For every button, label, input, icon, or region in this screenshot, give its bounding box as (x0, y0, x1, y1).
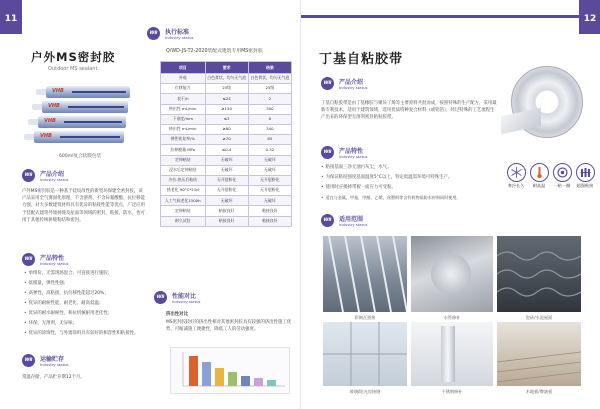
right-page (300, 0, 600, 409)
chart-bar (254, 378, 263, 386)
feature-item: • 为保证粘结强度基面温度5°C以上，特定低温需环境可特殊生产。 (321, 174, 452, 181)
feature-item: • 低模量，弹性性强； (24, 280, 68, 287)
spec-cell: 无破坏 (248, 196, 291, 206)
chart-bar (267, 380, 276, 386)
spec-cell: 粘接良好 (205, 206, 248, 216)
photo-caption: 彩钢瓦搭接 (354, 315, 376, 320)
table-row (161, 94, 292, 104)
intro-badge: W8 (22, 169, 35, 182)
tube-4: VHB (34, 131, 124, 143)
feature-item: • 粘接基面三净无油污灰尘，水气。 (321, 164, 391, 171)
bar-chart-graphic (171, 348, 289, 393)
spec-cell: 无破坏 (205, 196, 248, 206)
standard-title: 执行标准 (165, 29, 190, 36)
snowflake-icon (507, 163, 526, 182)
spec-header: 项目 (161, 62, 206, 74)
icon-label: 耐高温 (532, 183, 546, 188)
spec-cell: ≥80 (205, 124, 248, 134)
contrast-chart (170, 347, 290, 394)
table-row (161, 114, 292, 124)
top-accent-bar (301, 15, 579, 18)
spec-cell: 耐久试验 (161, 216, 206, 226)
photo-water-pipe (411, 236, 493, 312)
applications-title: 适用范围 (339, 216, 364, 223)
page-number-left: 11 (0, 0, 22, 34)
spec-cell: 定伸粘结 (161, 155, 206, 165)
photo-wood-floor (497, 322, 581, 386)
table-row (161, 104, 292, 114)
feature-item: • 优异的涂饰性，与外墙涂料具有较好的相容性和粘接性。 (24, 330, 138, 337)
spec-header: 要求 (205, 62, 248, 74)
chart-bar (215, 368, 224, 386)
image-caption: 600ml复合软膜包装 (58, 154, 102, 159)
spec-cell: 2 (248, 94, 291, 104)
tube-2: VHB (42, 101, 128, 113)
feature-item: • 高弹性，高粘接，抗位移性能超过20%； (24, 290, 109, 297)
feature-item: • 使用时应揭掉带板一面应力可受粘。 (321, 184, 396, 191)
spec-cell: 下垂度/mm (161, 114, 206, 124)
spec-cell: 拉伸模量 MPa (161, 145, 206, 155)
contrast-label: 挤出性对比 (166, 312, 188, 317)
spec-cell: 挤出性 mL/min (161, 124, 206, 134)
table-row (161, 175, 292, 185)
standard-name: Q/WD-JS-T2-2020装配式建筑专用MS密封胶 (166, 49, 263, 54)
storage-title: 运输贮存 (40, 356, 65, 363)
spec-cell: 无开裂粉化 (205, 175, 248, 185)
contrast-body: MS密封胶较好的挤出性相对其他密封胶具有较强的挤出性施工优势，可缩减施工便捷性，降低工人的劳动强度。 (166, 320, 292, 333)
spec-cell: ≤24 (205, 94, 248, 104)
table-row (161, 165, 292, 175)
spec-header: 结果 (248, 62, 291, 74)
feature-item: • 环保，无溶剂，无异味； (24, 320, 77, 327)
thermometer-icon (530, 163, 549, 182)
storage-badge: W8 (22, 354, 35, 367)
fence-icon (576, 163, 595, 182)
tube-3: VHB (38, 116, 126, 128)
feature-item: • 优异的耐水耐候性，和抗机械耐用老化性； (24, 310, 112, 317)
spec-cell: 粘接良好 (205, 216, 248, 226)
icon-label: 寒冷长久 (507, 183, 525, 188)
intro-title: 产品介绍 (40, 171, 65, 178)
spec-table (160, 61, 292, 227)
spec-cell: 白色膏状，均匀无气泡 (205, 74, 248, 84)
photo-caption: 水管修补 (443, 315, 461, 320)
standard-subtitle: Industry status (165, 35, 194, 40)
photo-caption: 瓷砖/水泥屋面 (525, 315, 553, 320)
product-subtitle: Outdoor MS sealant (48, 66, 98, 72)
table-row (161, 84, 292, 94)
photo-caption: 玻璃/阳光房接缝 (349, 389, 381, 394)
product-title: 户外MS密封胶 (31, 50, 116, 64)
spec-cell: 300 (248, 104, 291, 114)
spec-cell: 挤出性 mL/min (161, 104, 206, 114)
intro-subtitle: Industry status (40, 177, 69, 182)
applications-badge: W8 (321, 214, 334, 227)
spec-cell: 粘接良好 (248, 216, 291, 226)
chart-bar (189, 356, 198, 386)
contrast-badge: W8 (154, 291, 167, 304)
spec-cell: 0.32 (248, 145, 291, 155)
spec-cell: 340 (248, 124, 291, 134)
spec-cell: 热老化 90°C*21d (161, 186, 206, 196)
contrast-subtitle: Industry status (172, 299, 201, 304)
tape-roll-image (501, 60, 593, 138)
table-row (161, 186, 292, 196)
spec-cell: ≥70 (205, 135, 248, 145)
table-row (161, 206, 292, 216)
storage-body: 常温存储，产品贮存期12个月。 (22, 375, 85, 380)
intro-body: 户外MS密封胶是一种基于硅烷改性的新型环保建全密封胶，该产品采用全气雾固化原理，不含溶剂、不含异氰酸酯、抗位移能力强，对大多数建筑材料具有优异的粘接性能等优点，广泛应用于装配式建筑外墙拼缝及屋面等领域的密封，粘接、防水，也可用于其他传统拼缝粘结和密封。 (22, 189, 145, 223)
chart-bar (202, 362, 211, 386)
table-row (161, 196, 292, 206)
spec-cell: 25级 (248, 84, 291, 94)
spec-cell: ≥150 (205, 104, 248, 114)
spec-cell: 无开裂粉化 (205, 186, 248, 196)
spec-cell: 0 (248, 114, 291, 124)
spec-cell: 外观 (161, 74, 206, 84)
features-subtitle: Industry status (339, 154, 368, 159)
photo-tile-roof (497, 236, 581, 312)
icon-label: 超强粘接 (576, 183, 594, 188)
table-row (161, 145, 292, 155)
photo-caption: 木地板/牌滚板 (525, 389, 553, 394)
feature-item: • 适宜与金属，甲基，甲醇，乙烯，丝塑料等含有机物质防水材料同时使用。 (321, 194, 461, 201)
intro-body: 丁基自粘胶带是由丁基橡胶与聚异丁烯等主要原料共混而成，按照特殊的生产配方，采用最新专利技术，适用于建筑领域，选用优质特种复合材料（或铝箔），经过特殊的工艺流程生产出来的环保型无溶剂密封粘贴胶带。 (321, 101, 497, 121)
photo-stainless-repair (411, 322, 493, 386)
table-row (161, 216, 292, 226)
spec-cell: 25级 (205, 84, 248, 94)
features-title: 产品特性 (339, 148, 364, 155)
photo-steel-roof (323, 236, 407, 312)
spec-cell: 人工气候老化1500h (161, 196, 206, 206)
chart-bar (228, 372, 237, 386)
intro-title: 产品介绍 (339, 79, 364, 86)
spec-cell: 无破坏 (248, 155, 291, 165)
features-badge: W8 (22, 253, 35, 266)
spec-cell: ≤0.4 (205, 145, 248, 155)
standard-badge: W8 (147, 27, 160, 40)
spec-cell: 无破坏 (248, 165, 291, 175)
spec-cell: 弹性恢复率/% (161, 135, 206, 145)
chart-bar (241, 376, 250, 386)
spec-cell: 无开裂粉化 (248, 186, 291, 196)
product-title: 丁基自粘胶带 (319, 52, 404, 67)
spec-cell: 85 (248, 135, 291, 145)
tape-icon (553, 163, 572, 182)
features-subtitle: Industry status (40, 261, 69, 266)
table-row (161, 124, 292, 134)
applications-subtitle: Industry status (339, 222, 368, 227)
spec-cell: 表干/h (161, 94, 206, 104)
intro-subtitle: Industry status (339, 85, 368, 90)
spec-cell: 无破坏 (205, 155, 248, 165)
spec-cell: 无破坏 (205, 165, 248, 175)
feature-item: • 优异的耐候性能，耐老化，耐高低温； (24, 300, 103, 307)
table-row (161, 74, 292, 84)
tube-1: VHB (46, 86, 130, 98)
features-badge: W8 (321, 146, 334, 159)
spec-cell: 浸水后定伸粘结 (161, 165, 206, 175)
photo-caption: 不锈钢修补 (441, 389, 463, 394)
product-image (28, 80, 134, 150)
icon-label: 一粘一撕 (553, 183, 571, 188)
intro-badge: W8 (321, 77, 334, 90)
spec-cell: 定伸粘结 (161, 206, 206, 216)
contrast-title: 性能对比 (172, 293, 197, 300)
spec-cell: 无开裂粉化 (248, 175, 291, 185)
table-row (161, 155, 292, 165)
spec-cell: 粘接良好 (248, 206, 291, 216)
spec-cell: 冷拉-热压后粘结 (161, 175, 206, 185)
table-row (161, 135, 292, 145)
features-title: 产品特性 (40, 255, 65, 262)
page-number-right: 12 (579, 0, 600, 34)
spec-cell: ≤3 (205, 114, 248, 124)
storage-subtitle: Industry status (40, 362, 69, 367)
spec-cell: 位移能力 (161, 84, 206, 94)
feature-item: • 单组份，无需现场混合，可直接进行施胶； (24, 270, 112, 277)
spec-cell: 白色膏状，均匀无气泡 (248, 74, 291, 84)
photo-glass-joint (323, 322, 407, 386)
